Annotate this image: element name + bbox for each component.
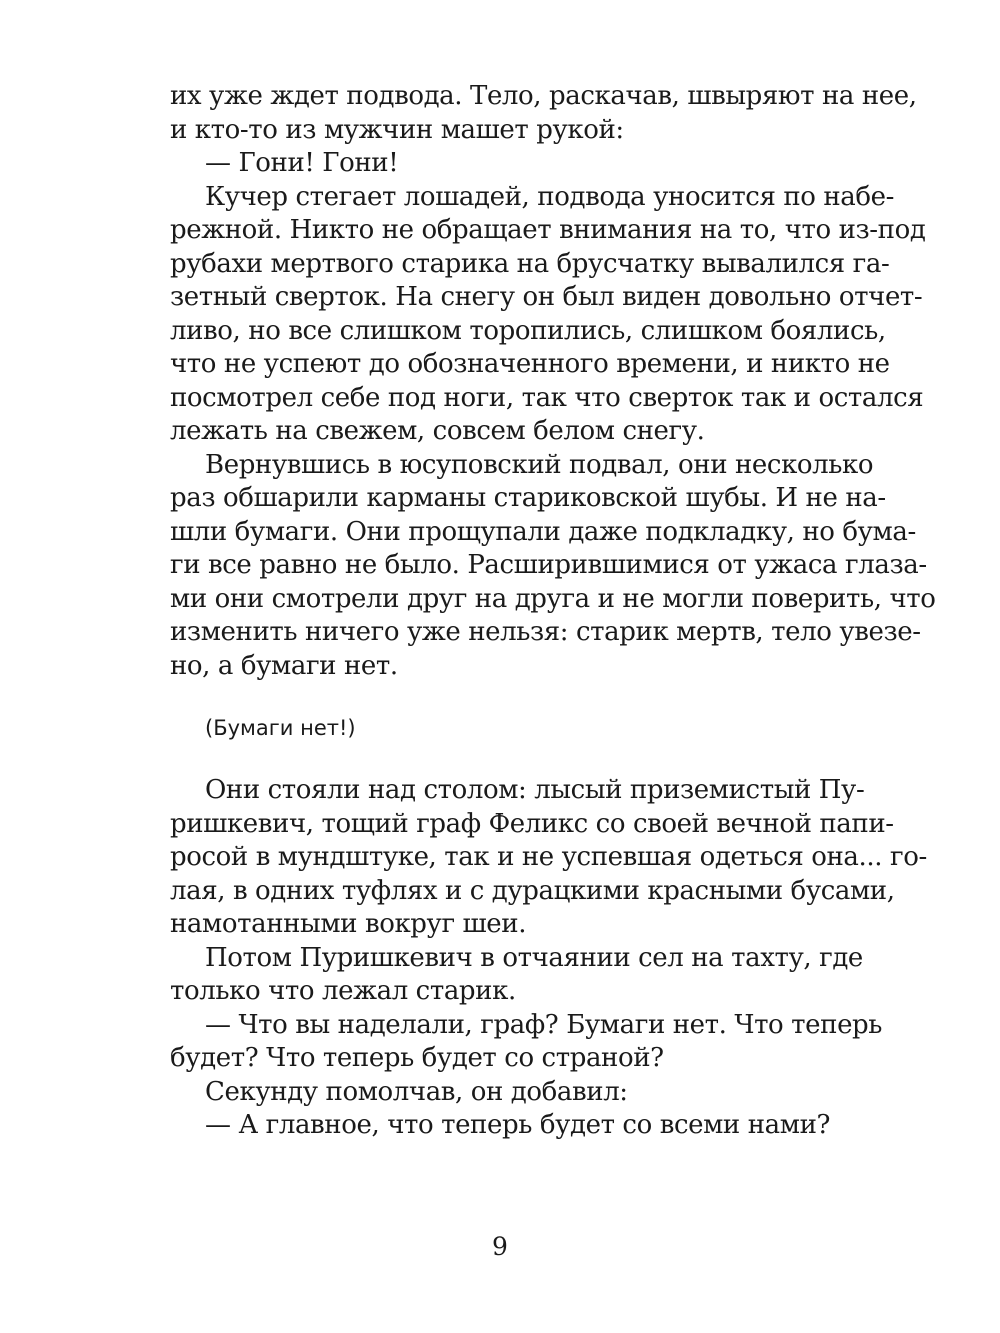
text-line: ришкевич, тощий граф Феликс со своей вечной папи-	[170, 808, 894, 839]
text-line: шли бумаги. Они прощупали даже подкладку, но бума-	[170, 516, 916, 547]
text-line: и кто-то из мужчин машет рукой:	[170, 114, 624, 145]
paragraph-first-line: Кучер стегает лошадей, подвода уносится по набе-	[205, 181, 895, 212]
text-line: зетный сверток. На снегу он был виден довольно отчет-	[170, 282, 923, 312]
text-line: только что лежал старик.	[170, 976, 516, 1006]
text-line: лежать на свежем, совсем белом снегу.	[170, 416, 705, 446]
dialogue-line: — А главное, что теперь будет со всеми нами?	[205, 1110, 831, 1140]
text-line: будет? Что теперь будет со страной?	[170, 1043, 664, 1073]
dialogue-line: — Гони! Гони!	[205, 148, 399, 178]
text-line: ми они смотрели друг на друга и не могли поверить, что	[170, 583, 936, 614]
section-heading: (Бумаги нет!)	[205, 716, 356, 740]
text-line: но, а бумаги нет.	[170, 650, 398, 681]
text-line: их уже ждет подвода. Тело, раскачав, швыряют на нее,	[170, 81, 917, 111]
paragraph-first-line: Они стояли над столом: лысый приземистый Пу-	[205, 775, 865, 805]
text-line: лая, в одних туфлях и с дурацкими красными бусами,	[170, 875, 895, 906]
text-line: посмотрел себе под ноги, так что сверток так и остался	[170, 382, 924, 413]
text-line: режной. Никто не обращает внимания на то, что из-под	[170, 215, 926, 245]
text-line: намотанными вокруг шеи.	[170, 909, 527, 939]
dialogue-line: — Что вы наделали, граф? Бумаги нет. Что теперь	[205, 1009, 883, 1040]
paragraph-first-line: Вернувшись в юсуповский подвал, они несколько	[205, 449, 874, 480]
text-line: раз обшарили карманы стариковской шубы. И не на-	[170, 483, 886, 513]
body-text-block-2	[170, 774, 927, 1143]
paragraph-first-line: Потом Пуришкевич в отчаянии сел на тахту, где	[205, 942, 863, 973]
text-line: изменить ничего уже нельзя: старик мертв, тело увезе-	[170, 617, 921, 647]
body-text-block-1	[170, 80, 936, 683]
page-number: 9	[492, 1232, 508, 1261]
text-line: ливо, но все слишком торопились, слишком боялись,	[170, 315, 886, 346]
text-line: что не успеют до обозначенного времени, и никто не	[170, 349, 890, 379]
paragraph-first-line: Секунду помолчав, он добавил:	[205, 1076, 628, 1107]
text-line: росой в мундштуке, так и не успевшая одеться она... го-	[170, 842, 927, 872]
text-line: ги все равно не было. Расширившимися от ужаса глаза-	[170, 550, 927, 580]
text-line: рубахи мертвого старика на брусчатку вывалился га-	[170, 248, 890, 279]
